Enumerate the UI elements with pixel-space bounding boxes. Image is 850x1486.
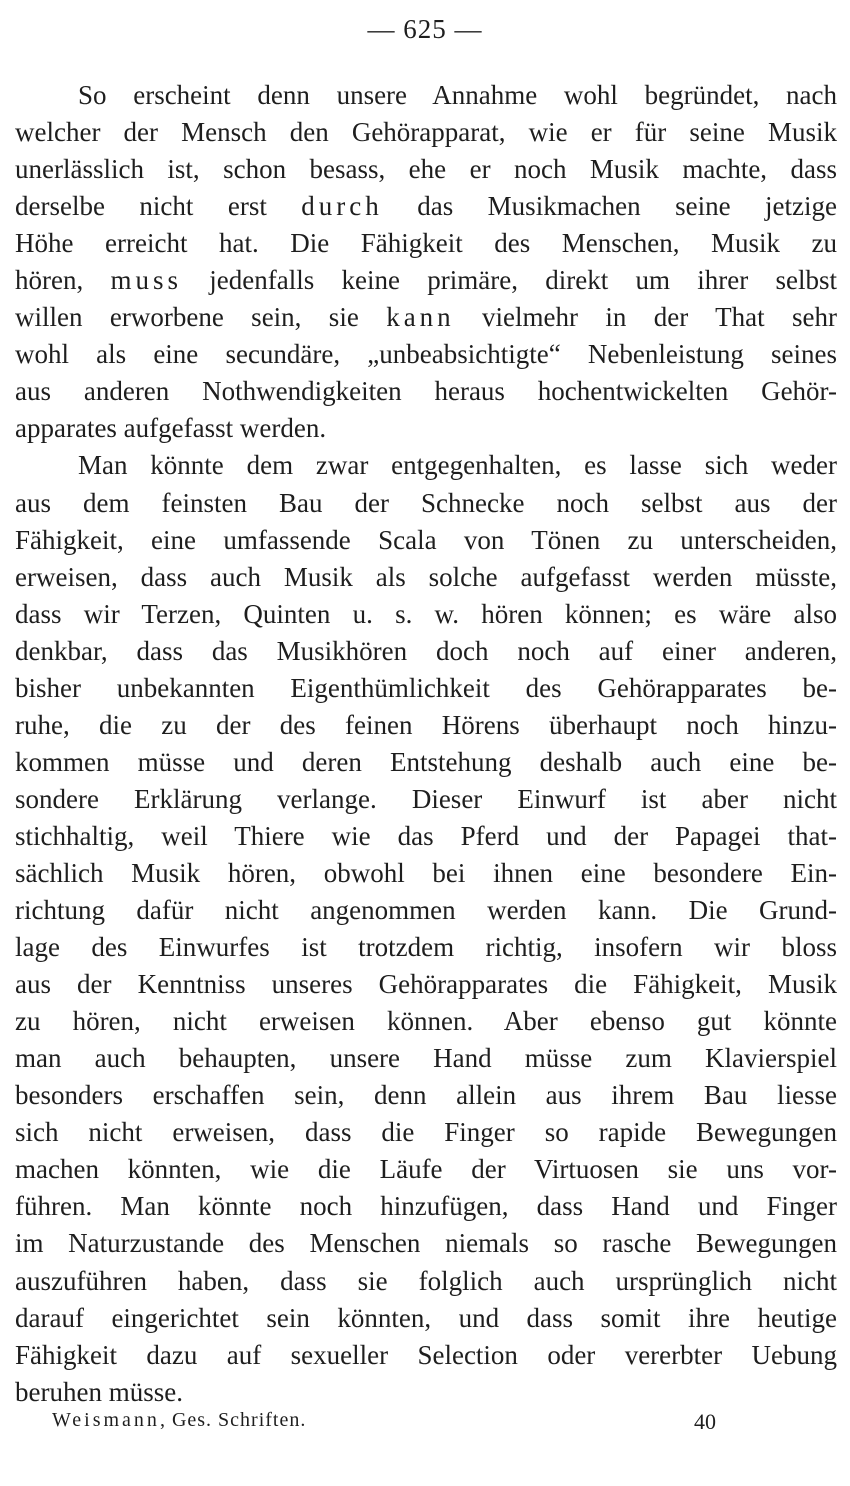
emphasized-word: kann [386, 302, 455, 333]
text-segment: dass wir Terzen, Quinten u. s. w. hören können; es wäre also [15, 598, 837, 629]
text-line [15, 1263, 837, 1300]
text-line [15, 1225, 837, 1262]
text-segment: Höhe erreicht hat. Die Fähigkeit des Menschen, Musik zu [15, 228, 837, 259]
text-line [15, 1374, 837, 1411]
footer-signature [52, 1409, 306, 1432]
text-segment: denkbar, dass das Musikhören doch noch auf einer anderen, [15, 635, 837, 666]
text-segment: vielmehr in der That sehr [454, 302, 837, 333]
text-line [15, 447, 837, 484]
text-line [15, 744, 837, 781]
text-line [15, 670, 837, 707]
text-segment: man auch behaupten, unsere Hand müsse zum Klavierspiel [15, 1043, 837, 1074]
text-segment: darauf eingerichtet sein könnten, und dass somit ihre heutige [15, 1302, 837, 1333]
emphasized-word: durch [301, 191, 383, 222]
footer-work-title: , Ges. Schriften. [159, 1409, 307, 1431]
text-line [15, 299, 837, 336]
text-segment: führen. Man könnte noch hinzufügen, dass Hand und Finger [15, 1191, 837, 1222]
text-segment: besonders erschaffen sein, denn allein aus ihrem Bau liesse [15, 1080, 837, 1111]
text-segment: richtung dafür nicht angenommen werden kann. Die Grund- [15, 895, 837, 926]
text-line [15, 1151, 837, 1188]
text-line [15, 596, 837, 633]
text-segment: im Naturzustande des Menschen niemals so rasche Bewegungen [15, 1228, 837, 1259]
text-segment: aus anderen Nothwendigkeiten heraus hochentwickelten Gehör- [15, 376, 837, 407]
text-segment: Fähigkeit dazu auf sexueller Selection oder vererbter Uebung [15, 1339, 837, 1370]
text-line [15, 336, 837, 373]
text-line [15, 77, 837, 114]
text-line [15, 1188, 837, 1225]
text-segment: bisher unbekannten Eigenthümlichkeit des Gehörapparates be- [15, 672, 837, 703]
text-segment: machen könnten, wie die Läufe der Virtuosen sie uns vor- [15, 1154, 837, 1185]
text-line [15, 892, 837, 929]
text-line [15, 781, 837, 818]
text-segment: derselbe nicht erst [15, 191, 302, 222]
page-number: — 625 — [367, 14, 483, 44]
text-line [15, 1337, 837, 1374]
text-line [15, 855, 837, 892]
footer-sheet-number: 40 [694, 1409, 716, 1434]
text-line [15, 1300, 837, 1337]
text-segment: stichhaltig, weil Thiere wie das Pferd und der Papagei that- [15, 820, 837, 851]
text-line [15, 225, 837, 262]
body-text [15, 77, 837, 1411]
text-segment: Fähigkeit, eine umfassende Scala von Tönen zu unterscheiden, [15, 524, 837, 555]
text-line [15, 410, 837, 447]
text-line [15, 1003, 837, 1040]
text-segment: zu hören, nicht erweisen können. Aber ebenso gut könnte [15, 1006, 837, 1037]
text-line [15, 262, 837, 299]
text-segment: willen erworbene sein, sie [15, 302, 387, 333]
text-segment: ruhe, die zu der des feinen Hörens überhaupt noch hinzu- [15, 709, 837, 740]
text-line [15, 818, 837, 855]
text-segment: sondere Erklärung verlange. Dieser Einwurf ist aber nicht [15, 783, 837, 814]
text-segment: hören, [15, 265, 111, 296]
text-segment: lage des Einwurfes ist trotzdem richtig, insofern wir bloss [15, 932, 837, 963]
text-segment: kommen müsse und deren Entstehung deshalb auch eine be- [15, 746, 837, 777]
text-segment: auszuführen haben, dass sie folglich auch ursprünglich nicht [15, 1265, 837, 1296]
text-segment: Man könnte dem zwar entgegenhalten, es lasse sich weder [78, 450, 837, 481]
text-segment: sich nicht erweisen, dass die Finger so rapide Bewegungen [15, 1117, 837, 1148]
text-line [15, 188, 837, 225]
text-line [15, 1040, 837, 1077]
text-line [15, 633, 837, 670]
text-line [15, 966, 837, 1003]
text-line [15, 929, 837, 966]
text-segment: aus dem feinsten Bau der Schnecke noch selbst aus der [15, 487, 837, 518]
text-line [15, 1114, 837, 1151]
text-segment: welcher der Mensch den Gehörapparat, wie er für seine Musik [15, 117, 837, 148]
text-line [15, 114, 837, 151]
text-line [15, 485, 837, 522]
text-segment: apparates aufgefasst werden. [15, 413, 327, 444]
text-segment: sächlich Musik hören, obwohl bei ihnen eine besondere Ein- [15, 857, 837, 888]
text-segment: aus der Kenntniss unseres Gehörapparates die Fähigkeit, Musik [15, 969, 837, 1000]
text-segment: unerlässlich ist, schon besass, ehe er noch Musik machte, dass [15, 154, 837, 185]
text-segment: erweisen, dass auch Musik als solche aufgefasst werden müsste, [15, 561, 837, 592]
text-segment: beruhen müsse. [15, 1376, 183, 1407]
text-line [15, 1077, 837, 1114]
emphasized-word: muss [110, 265, 183, 296]
text-line [15, 522, 837, 559]
text-segment: wohl als eine secundäre, „unbeabsichtigte“ Nebenleistung seines [15, 339, 837, 370]
text-line [15, 707, 837, 744]
text-segment: das Musikmachen seine jetzige [382, 191, 837, 222]
text-line [15, 373, 837, 410]
text-segment: jedenfalls keine primäre, direkt um ihrer selbst [182, 265, 837, 296]
text-line [15, 151, 837, 188]
text-line [15, 559, 837, 596]
footer-author: Weismann [52, 1409, 160, 1431]
text-segment: So erscheint denn unsere Annahme wohl begründet, nach [78, 80, 837, 110]
